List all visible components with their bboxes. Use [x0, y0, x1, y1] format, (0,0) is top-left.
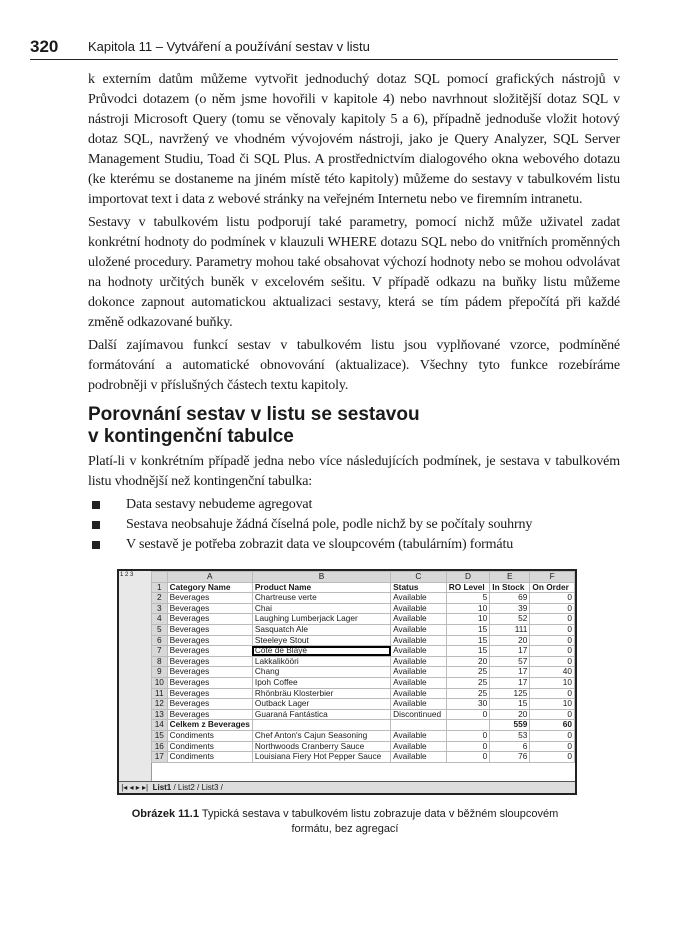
cell[interactable]: Lakkalikööri: [252, 656, 390, 667]
column-header[interactable]: A: [167, 572, 252, 583]
cell[interactable]: 111: [490, 624, 530, 635]
cell[interactable]: Available: [391, 635, 447, 646]
table-row: 4 Beverages Laughing Lumberjack Lager Available 10 52 0: [152, 614, 575, 625]
cell[interactable]: 17: [490, 667, 530, 678]
column-header-row: [152, 572, 575, 583]
cell[interactable]: Beverages: [167, 667, 252, 678]
paragraph: k externím datům můžeme vytvořit jednoduchý dotaz SQL pomocí grafických nástrojů v Průvodci dotazem (o něm jsme hovořili v kapitole 4) nebo navrhnout složitější dotaz SQL v nástroji Microsoft Query (tomu se věnovaly kapitoly 5 a 6), případně jednoduše vložit hotový dotaz SQL, navržený ve vhodném vývojovém nástroji, jako je Query Analyzer, SQL Server Management Studiu, Toad či SQL Plus. A prostřednictvím dialogového okna webového dotazu (ke kterému se dostaneme na jiném místě této kapitoly) můžeme do sestavy v tabulkovém listu importovat text i data z webové stránky na veřejném Internetu nebo ve firemním intranetu.: [88, 72, 620, 207]
cell[interactable]: [252, 720, 390, 731]
page-content: [88, 70, 620, 837]
table-row: 17 Condiments Louisiana Fiery Hot Pepper Sauce Available 0 76 0: [152, 752, 575, 763]
cell[interactable]: Beverages: [167, 635, 252, 646]
cell[interactable]: Chai: [252, 603, 390, 614]
cell[interactable]: 559: [490, 720, 530, 731]
cell[interactable]: 0: [446, 741, 490, 752]
cell[interactable]: Available: [391, 677, 447, 688]
cell[interactable]: Beverages: [167, 624, 252, 635]
cell[interactable]: 20: [446, 656, 490, 667]
outline-pane: [119, 571, 152, 781]
cell[interactable]: Condiments: [167, 741, 252, 752]
cell[interactable]: Chartreuse verte: [252, 593, 390, 604]
cell[interactable]: 25: [446, 688, 490, 699]
column-header[interactable]: D: [446, 572, 490, 583]
cell[interactable]: Available: [391, 603, 447, 614]
body-text: [88, 70, 620, 555]
cell[interactable]: 5: [446, 593, 490, 604]
table-row: 1 Category Name Product Name Status RO Level In Stock On Order: [152, 582, 575, 593]
tab-list2[interactable]: List2: [177, 783, 195, 792]
table-row: 2 Beverages Chartreuse verte Available 5 69 0: [152, 593, 575, 604]
list-item: Sestava neobsahuje žádná číselná pole, podle nichž by se počítaly souhrny: [88, 515, 620, 535]
cell[interactable]: 40: [530, 667, 575, 678]
cell[interactable]: Available: [391, 688, 447, 699]
list-item: V sestavě je potřeba zobrazit data ve sloupcovém (tabulárním) formátu: [88, 535, 620, 555]
cell[interactable]: 0: [530, 614, 575, 625]
table-row: 15 Condiments Chef Anton's Cajun Seasoning Available 0 53 0: [152, 730, 575, 741]
column-header[interactable]: B: [252, 572, 390, 583]
paragraph: Další zajímavou funkcí sestav v tabulkovém listu jsou vyplňované vzorce, podmíněné formátování a automatické obnovování (aktualizace). Všechny tyto funkce rozebíráme podrobněji v příslušných částech textu kapitoly.: [88, 338, 620, 393]
header-cell[interactable]: Category Name: [167, 582, 252, 593]
cell[interactable]: Steeleye Stout: [252, 635, 390, 646]
cell[interactable]: 30: [446, 699, 490, 710]
table-row: 12 Beverages Outback Lager Available 30 15 10: [152, 699, 575, 710]
cell[interactable]: Laughing Lumberjack Lager: [252, 614, 390, 625]
cell[interactable]: Available: [391, 646, 447, 657]
column-header[interactable]: E: [490, 572, 530, 583]
cell[interactable]: 17: [490, 646, 530, 657]
table-row: 10 Beverages Ipoh Coffee Available 25 17 10: [152, 677, 575, 688]
spreadsheet-grid: [151, 571, 575, 763]
cell[interactable]: 20: [490, 635, 530, 646]
cell[interactable]: 17: [490, 677, 530, 688]
cell[interactable]: 15: [490, 699, 530, 710]
header-cell[interactable]: RO Level: [446, 582, 490, 593]
cell[interactable]: 0: [530, 624, 575, 635]
cell[interactable]: Sasquatch Ale: [252, 624, 390, 635]
bullet-icon: [92, 521, 100, 529]
cell[interactable]: Available: [391, 741, 447, 752]
cell[interactable]: 60: [530, 720, 575, 731]
cell[interactable]: Chef Anton's Cajun Seasoning: [252, 730, 390, 741]
cell[interactable]: Available: [391, 614, 447, 625]
cell[interactable]: Chang: [252, 667, 390, 678]
cell[interactable]: Outback Lager: [252, 699, 390, 710]
bullet-list: [88, 495, 620, 555]
tab-nav-icon[interactable]: |◂ ◂ ▸ ▸|: [119, 783, 151, 792]
cell[interactable]: 25: [446, 667, 490, 678]
figure-caption: Obrázek 11.1 Typická sestava v tabulkovém listu zobrazuje data v běžném sloupcovém formátu, bez agregací: [131, 808, 559, 835]
table-row: 5 Beverages Sasquatch Ale Available 15 111 0: [152, 624, 575, 635]
cell[interactable]: Available: [391, 593, 447, 604]
cell[interactable]: [391, 720, 447, 731]
running-header: [30, 37, 618, 60]
cell[interactable]: Beverages: [167, 699, 252, 710]
cell[interactable]: 52: [490, 614, 530, 625]
cell[interactable]: 0: [530, 593, 575, 604]
table-row: 16 Condiments Northwoods Cranberry Sauce Available 0 6 0: [152, 741, 575, 752]
table-row: 9 Beverages Chang Available 25 17 40: [152, 667, 575, 678]
outline-level-buttons[interactable]: 1 2 3: [120, 572, 134, 578]
cell[interactable]: Available: [391, 730, 447, 741]
cell[interactable]: Available: [391, 656, 447, 667]
cell[interactable]: Ipoh Coffee: [252, 677, 390, 688]
cell[interactable]: 125: [490, 688, 530, 699]
cell[interactable]: 10: [530, 699, 575, 710]
cell[interactable]: Celkem z Beverages: [167, 720, 252, 731]
cell[interactable]: Discontinued: [391, 709, 447, 720]
cell[interactable]: 15: [446, 635, 490, 646]
cell[interactable]: Beverages: [167, 656, 252, 667]
page-number: 320: [30, 37, 59, 56]
chapter-title: Kapitola 11 – Vytváření a používání sestav v listu: [88, 39, 370, 54]
spreadsheet-figure: [117, 569, 577, 795]
cell[interactable]: Beverages: [167, 593, 252, 604]
tab-list3[interactable]: List3: [201, 783, 219, 792]
table-row: 11 Beverages Rhönbräu Klosterbier Available 25 125 0: [152, 688, 575, 699]
cell[interactable]: 0: [530, 741, 575, 752]
cell[interactable]: 15: [446, 646, 490, 657]
bullet-icon: [92, 541, 100, 549]
table-row: 8 Beverages Lakkalikööri Available 20 57 0: [152, 656, 575, 667]
cell[interactable]: Available: [391, 752, 447, 763]
cell[interactable]: 57: [490, 656, 530, 667]
cell[interactable]: 0: [530, 646, 575, 657]
cell[interactable]: Condiments: [167, 730, 252, 741]
cell[interactable]: Beverages: [167, 614, 252, 625]
cell[interactable]: Condiments: [167, 752, 252, 763]
tab-list1[interactable]: List1: [152, 783, 172, 792]
cell[interactable]: Côte de Blaye: [252, 646, 390, 657]
cell[interactable]: 0: [446, 709, 490, 720]
cell[interactable]: 20: [490, 709, 530, 720]
cell[interactable]: Available: [391, 667, 447, 678]
cell[interactable]: Guaraná Fantástica: [252, 709, 390, 720]
cell[interactable]: 0: [530, 656, 575, 667]
paragraph: Sestavy v tabulkovém listu podporují také parametry, pomocí nichž může uživatel zadat konkrétní hodnoty do podmínek v klauzuli WHERE dotazu SQL nebo do vnitřních proměnných uložené procedury. Parametry mohou také obsahovat výchozí hodnoty nebo se mohou odvolávat na hodnoty určitých buněk v excelovém sešitu. V případě odkazu na buňky listu můžeme dokonce zapnout automatickou aktualizaci sestavy, která se tím pádem přepočítá při každé změně odkazované buňky.: [88, 215, 620, 330]
cell[interactable]: 15: [446, 624, 490, 635]
cell[interactable]: Northwoods Cranberry Sauce: [252, 741, 390, 752]
section-heading: Porovnání sestav v listu se sestavou v kontingenční tabulce: [88, 404, 420, 447]
table-row: 13 Beverages Guaraná Fantástica Discontinued 0 20 0: [152, 709, 575, 720]
cell[interactable]: [446, 720, 490, 731]
column-header[interactable]: C: [391, 572, 447, 583]
paragraph: Platí-li v konkrétním případě jedna nebo více následujících podmínek, je sestava v tabulkovém listu vhodnější než kontingenční tabulka:: [88, 454, 620, 489]
cell[interactable]: Louisiana Fiery Hot Pepper Sauce: [252, 752, 390, 763]
cell[interactable]: Beverages: [167, 709, 252, 720]
cell[interactable]: 25: [446, 677, 490, 688]
cell[interactable]: Beverages: [167, 646, 252, 657]
cell[interactable]: 0: [446, 730, 490, 741]
cell[interactable]: 0: [530, 730, 575, 741]
cell[interactable]: 10: [446, 603, 490, 614]
header-cell[interactable]: Status: [391, 582, 447, 593]
bullet-icon: [92, 501, 100, 509]
table-row: 7 Beverages Côte de Blaye Available 15 17 0: [152, 646, 575, 657]
cell[interactable]: 0: [530, 635, 575, 646]
cell[interactable]: Available: [391, 624, 447, 635]
header-cell[interactable]: On Order: [530, 582, 575, 593]
cell[interactable]: Available: [391, 699, 447, 710]
cell[interactable]: Beverages: [167, 688, 252, 699]
header-cell[interactable]: Product Name: [252, 582, 390, 593]
cell[interactable]: Beverages: [167, 603, 252, 614]
cell[interactable]: Rhönbräu Klosterbier: [252, 688, 390, 699]
cell[interactable]: 0: [446, 752, 490, 763]
cell[interactable]: 0: [530, 603, 575, 614]
cell[interactable]: 76: [490, 752, 530, 763]
cell[interactable]: 0: [530, 709, 575, 720]
header-cell[interactable]: In Stock: [490, 582, 530, 593]
cell[interactable]: 10: [530, 677, 575, 688]
table-row: 3 Beverages Chai Available 10 39 0: [152, 603, 575, 614]
cell[interactable]: 0: [530, 688, 575, 699]
list-item: Data sestavy nebudeme agregovat: [88, 495, 620, 515]
cell[interactable]: Beverages: [167, 677, 252, 688]
cell[interactable]: 6: [490, 741, 530, 752]
cell[interactable]: 0: [530, 752, 575, 763]
sheet-tab-bar: |◂ ◂ ▸ ▸| List1 / List2 / List3 /: [119, 781, 575, 793]
cell[interactable]: 10: [446, 614, 490, 625]
cell[interactable]: 53: [490, 730, 530, 741]
table-row: 14 Celkem z Beverages 559 60: [152, 720, 575, 731]
column-header[interactable]: F: [530, 572, 575, 583]
cell[interactable]: 39: [490, 603, 530, 614]
table-row: 6 Beverages Steeleye Stout Available 15 20 0: [152, 635, 575, 646]
cell[interactable]: 69: [490, 593, 530, 604]
